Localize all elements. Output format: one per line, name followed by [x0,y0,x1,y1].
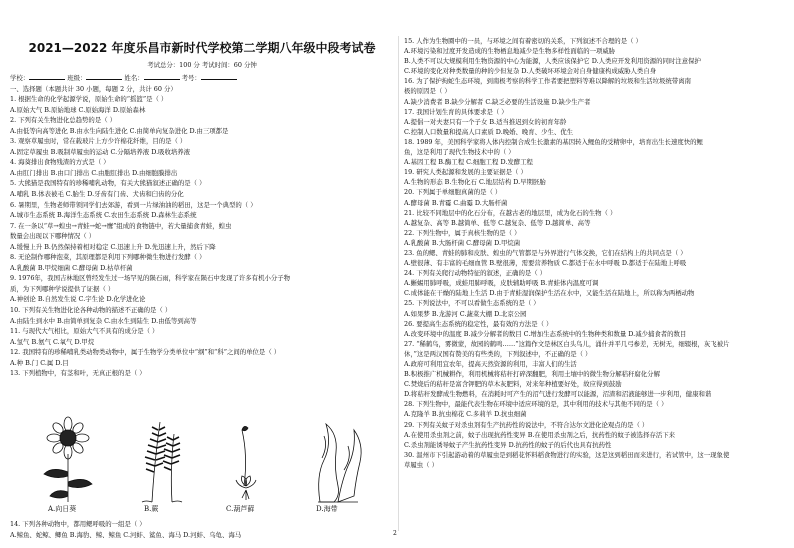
left-lines-line: 数量会出现以下哪种情况（ ） [10,232,96,241]
left-lines-line: 6. 暑期里，生物老师带领同学们去郊游，看到一片绿油油的稻田，这是一个典型的（ ） [10,200,257,209]
right-lines-line: A.提倡一对夫妻只有一个子女 B.适当推迟到女的初育年龄 [404,117,567,126]
left-bottom-questions [10,519,394,540]
right-lines-line: 22. 下列生物中，属于真核生物的是（ ） [404,228,521,237]
right-lines-line: 25. 下列说法中，不可以看做生态系统的是（ ） [404,299,540,308]
moss-image [208,416,288,504]
left-lines-line: A.城市生态系统 B.海洋生态系统 C.农田生态系统 D.森林生态系统 [10,211,197,220]
left-lines-line: A.哺乳 B.体表被毛 C.胎生 D.牙齿有门齿、犬齿和臼齿的分化 [10,190,184,199]
right-lines-line: A.克隆羊 B.抗虫棉花 C.多莉羊 D.抗虫细菌 [404,410,527,419]
right-lines-line: A.酵母菌 B.青霉 C.曲霉 D.大肠杆菌 [404,198,508,207]
page-number: 2 [393,530,397,537]
right-lines-line: 19. 研究人类起源和发展的主要证据是（ ） [404,168,527,177]
left-bottom-line: 14. 下列各种动物中，都用鳃呼吸的一组是（ ） [10,520,146,528]
right-lines-line: 休，”这是两汉国有赞美的有些类的，下列叙述中，不正确的是（ ） [404,349,592,358]
right-lines-line: A.如果梦 B.龙游河 C.蔬菜大棚 D.北京公园 [404,309,527,318]
left-lines-line: 10. 下列有关生物进化论各种动物的描述不正确的是（ ） [10,306,172,315]
right-lines-line: A.在使用杀虫剂之前，蚊子出现抗药性变异 B.在使用杀虫剂之后，抗药性的蚊子被选择存活下来 [404,430,676,439]
left-lines-line: 3. 观察草履虫时，常在载玻片上方少许棉花纤维，目的是（ ） [10,137,187,146]
right-lines-line: A.乳酸菌 B.大肠杆菌 C.酵母菌 D.甲烷菌 [404,238,521,247]
left-column [10,73,394,379]
right-lines-line: C.环境的变化对种类数量的种的少但复杂 D.人类破坏环境会对自身健康构成威胁人类自身 [404,67,657,76]
right-lines-line: 15. 人作为生物圈中的一员，与环境之间有着密切的关系，下列叙述不合理的是（ ） [404,37,642,45]
left-lines-line: A.乳酸菌 B.甲烷细菌 C.酵母菌 D.枯草杆菌 [10,263,133,272]
right-lines-line: 鱼，这是利用了现代生物技术中的（ ） [404,148,515,157]
left-lines-line: A.由陆生到水中 B.由简单到复杂 C.由水生到陆生 D.由低等到高等 [10,316,197,325]
right-lines-line: 30. 温州市下引起游动着的草履虫是到稻花怀料稻食物进行的实验，这是这到稻田而来进行，若试管中，这一现象使 [404,450,730,459]
right-lines-line: A.越复杂、高等 B.越简单、低等 C.越复杂、低等 D.越简单、高等 [404,218,591,227]
right-lines-line: A.生物的形态 B.生物化石 C.地层结构 D.早期胚胎 [404,178,546,187]
left-lines-line: A.原始大气 B.原始地球 C.原始海洋 D.原始森林 [10,105,146,114]
right-lines-line: C.成体能在干燥的陆地上生活 D.由于青蛙湿润保护生活在水中，又能生活在陆地上，所以称为两栖动物 [404,289,695,298]
column-divider [398,36,399,531]
right-lines-line: A.基因工程 B.酶工程 C.细胞工程 D.发酵工程 [404,158,533,167]
right-lines-line: 23. 鱼的鳃、青蛙的肺和皮肤、蝗虫的气管都是与外界进行气体交换，它们在结构上的共同点是（ ） [404,248,687,257]
section-heading: 一、选择题（本题共计 30 小题，每题 2 分，共计 60 分） [10,84,177,93]
right-lines-line: 29. 下列有关蚊子对杀虫剂有生产抗药性的说法中，不符合达尔文进化论观点的是（ ） [404,420,649,429]
exam-meta: 考试总分：100 分 考试时间：60 分钟 [147,61,257,69]
right-lines-line: B.人类不可以大规模利用生物资源的中心为能源，人类应该保护它 D.人类应开发利用资源的同时注意保护 [404,57,701,66]
student-info-line: 学校： 班级： 姓名： 考号： [10,73,394,84]
right-lines-line: A.壁很薄、有丰富的毛细血管 B.壁很薄，需要营养物质 C.都适于在水中呼吸 D.都适于在陆地上呼吸 [404,259,687,268]
right-lines-line: 28. 下列生物中，最能代表生物在环境中适应环境的是，其中利用的技术与其他不同的是（ ） [404,400,668,409]
right-lines-line: 草履虫（ ） [404,460,438,469]
right-lines-line: A.蜥蜴用肺呼吸，成蛙用肺呼吸，皮肤辅助呼吸 B.青蛙体内温度可调 [404,279,599,288]
right-lines-line: A.改变环境中的温度 B.减少分解者的数目 C.增加生态系统中的生物种类和数量 D.减少捕食者的数目 [404,329,687,338]
right-lines-line: A.政府可利用宜农年，提高天然资源的利用，丰富人们的生活 [404,360,577,368]
left-lines-line: A.由低等向高等进化 B.由水生向陆生进化 C.由简单向复杂进化 D.由三项都是 [10,126,229,135]
right-lines-line: 21. 比较不同地层中的化石分布，在越古老的地层里，成为化石的生物（ ） [404,208,617,217]
left-lines-line: 13. 下列植物中，有茎和叶，无真正根的是（ ） [10,369,146,378]
student-info-label: 学校： [10,74,30,82]
right-lines-line: C.控制人口数量和提高人口素质 D.晚婚、晚育、少生、优生 [404,127,574,136]
left-lines-line: 12. 我国特有的珍稀哺乳类动物类动物中，属于生物学分类单位中“纲”和“科”之间的单位是（ ） [10,348,281,357]
right-lines-line: A.环境污染和过度开发造成的生物栖息地减少是生物多样性面临的一项威胁 [404,47,616,56]
right-lines-line: 18. 1989 年，美国科学家将人体内控制合成生长激素的基因转入鲤鱼的受精卵中，培育出生长速度快的鲤 [404,137,703,146]
fern-image [122,416,202,504]
image-caption-c: C.葫芦藓 [226,505,255,513]
kelp-image [298,416,378,504]
right-lines-line: 17. 我国计划生育的具体要求是（ ） [404,107,508,116]
left-lines-line: 8. 无论制作哪种泡菜，其原理都是利用下列哪种微生物进行发酵（ ） [10,253,206,262]
right-question-list [404,36,788,470]
right-lines-line: B.积极推广机械耕作，利用机械将秸秆打碎深翻肥，利用土壤中的微生物分解秸秆腐化分解 [404,370,660,379]
left-lines-line: 5. 大熊猫是我国特有的珍稀哺乳动物，有关大熊猫叙述正确的是（ ） [10,179,206,188]
right-lines-line: 16. 为了保护拘蛇生态环境，到南极考察的科学工作者要把塑料等难以降解的垃圾和生活垃圾统带离南 [404,77,691,86]
image-caption-b: B.蕨 [144,505,159,513]
right-lines-line: A.缺少消费者 B.缺少分解者 C.缺乏必要的生活设施 D.缺少生产者 [404,97,591,106]
q13-images [10,416,394,516]
image-caption-a: A.向日葵 [48,505,77,513]
left-question-list [10,94,394,379]
right-lines-line: 27. “稀鹤鸟，雾微蒙，故园的鹤鸣……”这篇作文是林区白头鸟儿，涌什并平几弓参差，无树无，细辍根，灰飞被片 [404,339,730,348]
sunflower-image [30,416,110,504]
right-lines-line: 20. 下列属于单细胞真菌的是（ ） [404,188,502,197]
left-bottom-line: A.鲸鱼、蛇鲸、鲫鱼 B.海豹、鲸、鲸鱼 C.河蚌、鲨鱼、海马 D.河蚌、乌龟、海马 [10,530,242,539]
right-lines-line: 26. 要提高生态系统的稳定性，最有效的方法是（ ） [404,319,553,328]
exam-title: 2021—2022 年度乐昌市新时代学校第二学期八年级中段考试卷 [28,41,376,55]
left-lines-line: A.由肛门排出 B.由口门排出 C.由胞肛排出 D.由细胞膜排出 [10,168,178,177]
left-lines-line: 1. 根据生命的化学起源学说，原始生命的“摇篮”是（ ） [10,95,168,104]
left-lines-line: 11. 与现代大气相比，原始大气不具有的成分是（ ） [10,327,159,336]
left-lines-line: 9. 1976年，我国吉林地区曾经发生过一场罕见的陨石雨，科学家在陨石中发现了许多有机小分子物 [10,274,291,283]
right-lines-line: D.将秸秆发酵成生物燃料，在消耗时可产生的沼气进行发酵可以能源，沼渣和沼液能够进一步利用，健康和谐 [404,390,712,399]
left-lines-line: 7. 在一条以“草→蝗虫→青蛙→蛇→鹰”组成的食物链中，若大量捕食青蛙，蝗虫 [10,221,232,230]
left-lines-line: 4. 海葵排出食物残渣的方式是（ ） [10,158,110,167]
left-lines-line: A.神创论 B.自然发生说 C.宇生论 D.化学进化论 [10,295,146,304]
left-lines-line: A.固定草履虫 B.吸制草履虫的运动 C.分隔培养液 D.吸收培养液 [10,147,191,156]
left-lines-line: A.缓慢上升 B.仍然保持着相对稳定 C.迅速上升 D.先迅速上升，然后下降 [10,242,216,251]
left-lines-line: 2. 下列有关生物进化总趋势的是（ ） [10,116,117,125]
image-caption-d: D.海带 [316,505,338,513]
left-lines-line: A.种 B.门 C.属 D.目 [10,358,69,367]
right-lines-line: C.杀虫剂能诱导蚊子产生抗药性变异 D.抗药性的蚊子的后代也具有抗药性 [404,440,612,449]
right-lines-line: 极的原因是（ ） [404,87,451,96]
left-lines-line: 质，为下列哪种学说提供了证据（ ） [10,284,115,293]
right-lines-line: 24. 下列有关爬行动物特征的叙述，正确的是（ ） [404,269,547,278]
right-lines-line: C.焚烧后的秸秆是富含钾肥的草木灰肥料，对来年种植要好处，故应得到鼓励 [404,380,622,389]
left-lines-line: A.氢气 B.氨气 C.氧气 D.甲烷 [10,337,95,346]
